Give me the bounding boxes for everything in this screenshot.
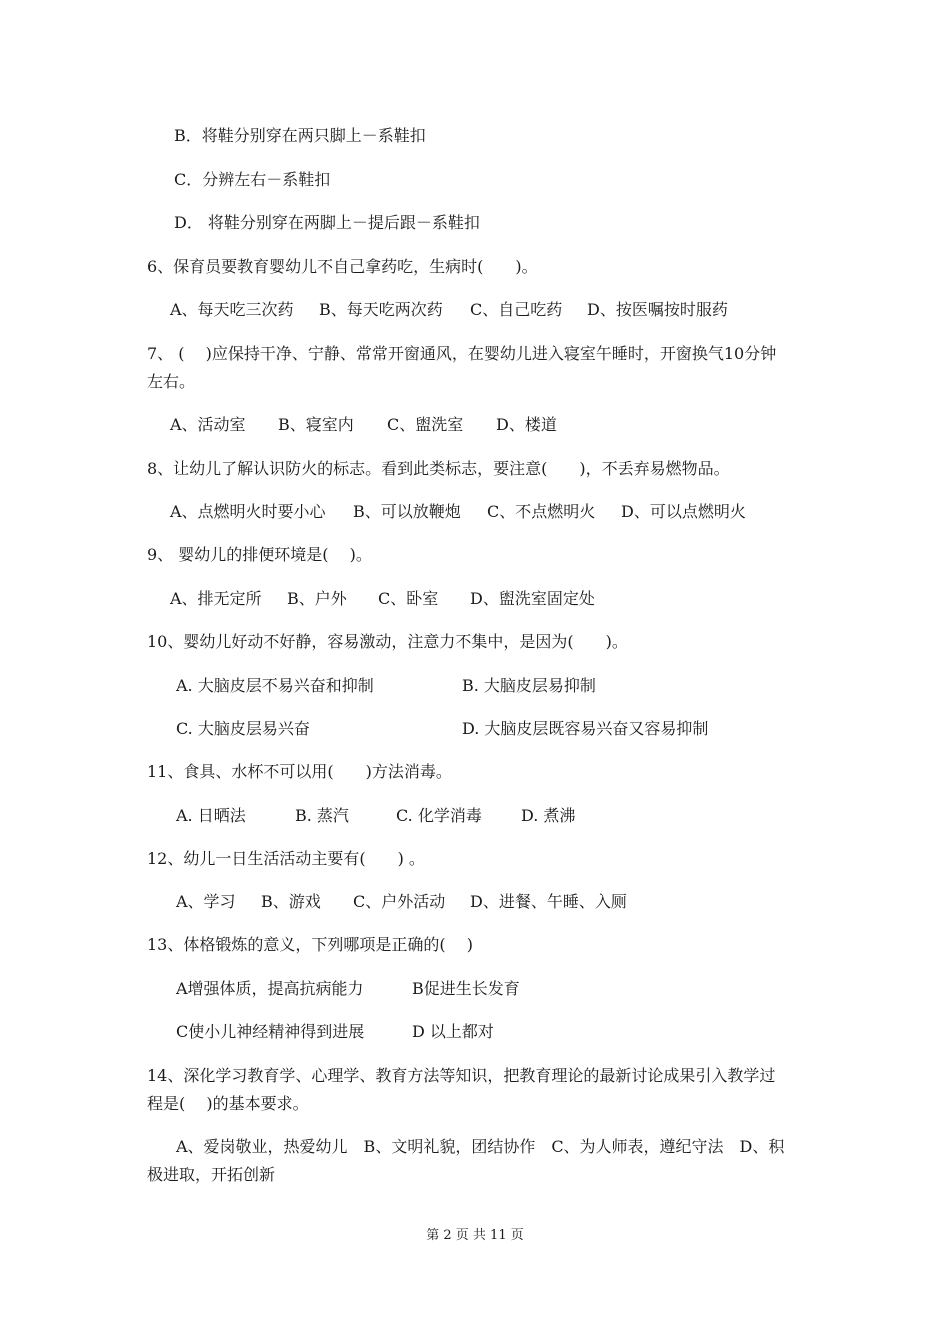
q10-option-d: D. 大脑皮层既容易兴奋又容易抑制: [462, 719, 709, 738]
q11-option-d: D. 煮沸: [521, 806, 576, 825]
option-c: C．分辨左右－系鞋扣: [174, 170, 331, 189]
q12-option-b: B、游戏: [261, 892, 321, 911]
q12-option-a: A、学习: [176, 892, 236, 911]
question-12: 12、幼儿一日生活活动主要有( ) 。: [147, 849, 425, 868]
q14-options-cont: 极进取，开拓创新: [147, 1165, 276, 1184]
q10-option-c: C. 大脑皮层易兴奋: [176, 719, 310, 738]
question-9: 9、 婴幼儿的排便环境是( )。: [147, 545, 372, 564]
q9-option-b: B、户外: [287, 589, 347, 608]
q7-option-b: B、寝室内: [278, 415, 354, 434]
q9-option-c: C、卧室: [378, 589, 439, 608]
q13-option-c: C使小儿神经精神得到进展: [176, 1022, 365, 1041]
q11-option-c: C. 化学消毒: [396, 806, 482, 825]
q10-option-b: B. 大脑皮层易抑制: [462, 676, 596, 695]
q11-option-b: B. 蒸汽: [295, 806, 349, 825]
q13-option-d: D 以上都对: [412, 1022, 494, 1041]
q8-option-c: C、不点燃明火: [487, 502, 596, 521]
q13-option-a: A增强体质，提高抗病能力: [176, 979, 364, 998]
question-6: 6、保育员要教育婴幼儿不自己拿药吃，生病时( )。: [147, 257, 538, 276]
question-14: 14、深化学习教育学、心理学、教育方法等知识，把教育理论的最新讨论成果引入教学过: [147, 1066, 776, 1085]
q6-option-c: C、自己吃药: [470, 300, 563, 319]
q12-option-c: C、户外活动: [353, 892, 446, 911]
option-b: B．将鞋分别穿在两只脚上－系鞋扣: [174, 126, 426, 145]
q7-option-c: C、盥洗室: [387, 415, 464, 434]
q7-option-d: D、楼道: [496, 415, 557, 434]
q7-option-a: A、活动室: [170, 415, 246, 434]
question-14-cont: 程是( )的基本要求。: [147, 1094, 309, 1113]
page-number: 第 2 页 共 11 页: [426, 1228, 524, 1243]
q6-option-d: D、按医嘱按时服药: [587, 300, 728, 319]
q8-option-d: D、可以点燃明火: [621, 502, 746, 521]
option-d: D． 将鞋分别穿在两脚上－提后跟－系鞋扣: [174, 213, 480, 232]
q11-option-a: A. 日晒法: [176, 806, 246, 825]
question-11: 11、食具、水杯不可以用( )方法消毒。: [147, 762, 452, 781]
q12-option-d: D、进餐、午睡、入厕: [470, 892, 627, 911]
question-8: 8、让幼儿了解认识防火的标志。看到此类标志，要注意( )，不丢弃易燃物品。: [147, 459, 730, 478]
question-7: 7、 ( )应保持干净、宁静、常常开窗通风，在婴幼儿进入寝室午睡时，开窗换气10分钟: [147, 344, 777, 363]
q6-option-b: B、每天吃两次药: [319, 300, 443, 319]
q9-option-d: D、盥洗室固定处: [470, 589, 595, 608]
question-13: 13、体格锻炼的意义，下列哪项是正确的( ): [147, 935, 473, 954]
q8-option-a: A、点燃明火时要小心: [170, 502, 326, 521]
q13-option-b: B促进生长发育: [412, 979, 520, 998]
q14-options: A、爱岗敬业，热爱幼儿 B、文明礼貌，团结协作 C、为人师表，遵纪守法 D、积: [176, 1137, 785, 1156]
q6-option-a: A、每天吃三次药: [170, 300, 294, 319]
question-7-cont: 左右。: [147, 372, 196, 391]
q8-option-b: B、可以放鞭炮: [353, 502, 461, 521]
q9-option-a: A、排无定所: [170, 589, 262, 608]
q10-option-a: A. 大脑皮层不易兴奋和抑制: [176, 676, 374, 695]
question-10: 10、婴幼儿好动不好静，容易激动，注意力不集中，是因为( )。: [147, 632, 628, 651]
